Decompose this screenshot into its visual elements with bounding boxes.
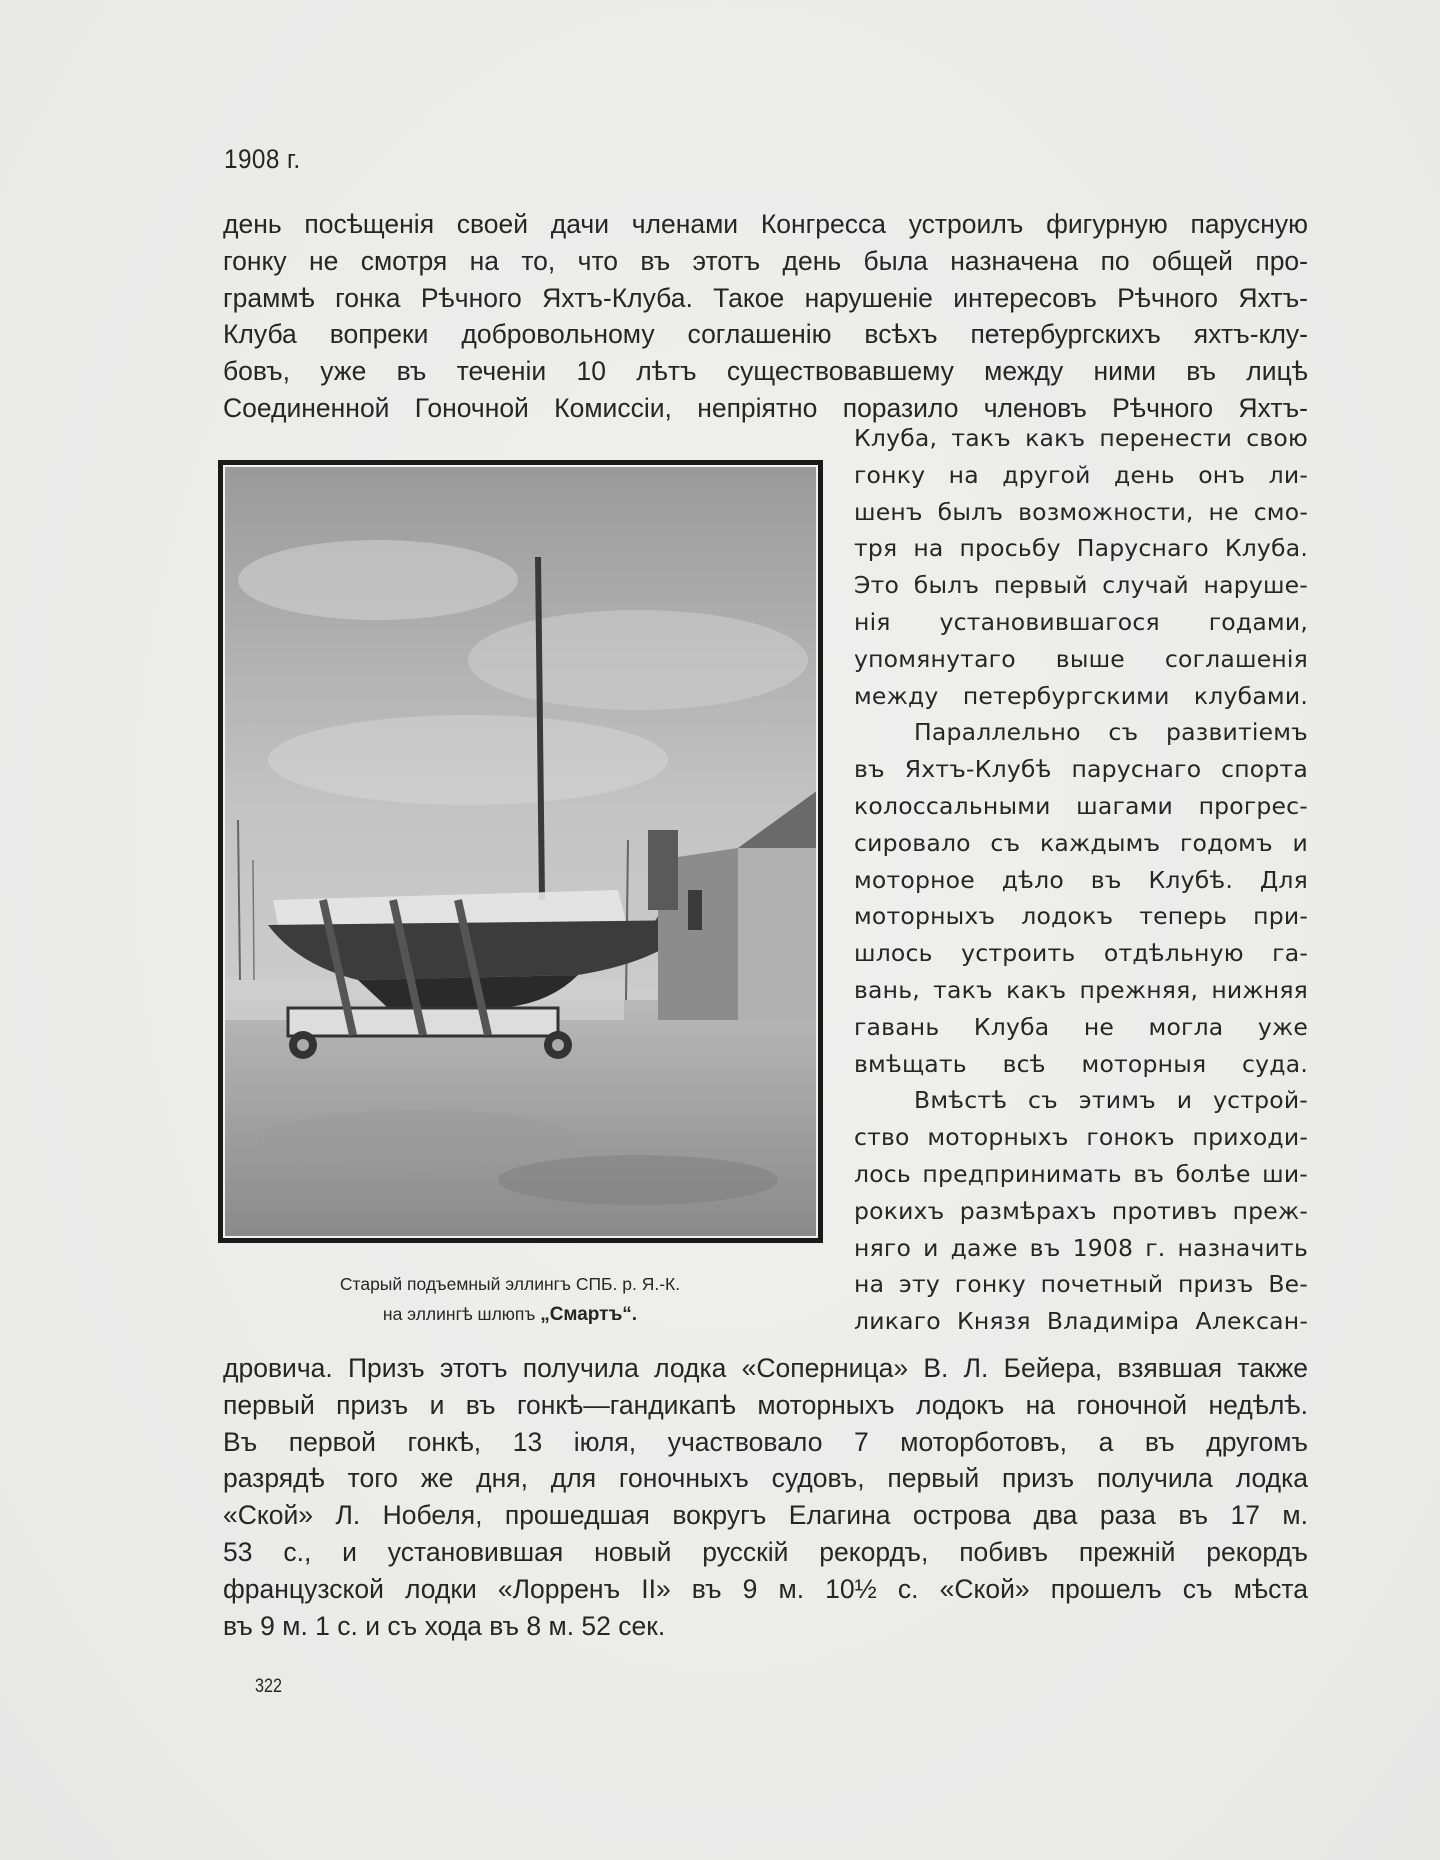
- running-head-year: 1908 г.: [224, 144, 301, 174]
- text-line: гавань Клуба не могла уже: [854, 1012, 1308, 1041]
- text-line: въ 9 м. 1 с. и съ хода въ 8 м. 52 сек.: [223, 1610, 666, 1641]
- text-line: Соединенной Гоночной Комиссіи, непріятно поразило членовъ Рѣчного Яхтъ-: [223, 393, 1308, 423]
- photo-image: [218, 460, 823, 1243]
- caption-text: на эллингѣ шлюпъ: [382, 1304, 541, 1324]
- text-line: 53 с., и установившая новый русскій рекордъ, побивъ прежній рекордъ: [223, 1537, 1308, 1567]
- text-line: сировало съ каждымъ годомъ и: [854, 828, 1308, 857]
- text-line: рокихъ размѣрахъ противъ преж-: [854, 1196, 1308, 1225]
- text-line: гонку на другой день онъ ли-: [854, 460, 1308, 489]
- text-line: Въ первой гонкѣ, 13 іюля, участвовало 7 моторботовъ, а въ другомъ: [223, 1426, 1308, 1457]
- text-line: Клуба вопреки добровольному соглашенію всѣхъ петербургскихъ яхтъ-клу-: [223, 319, 1308, 350]
- text-line: Вмѣстѣ съ этимъ и устрой-: [914, 1086, 1308, 1115]
- text-line: день посѣщенія своей дачи членами Конгресса устроилъ фигурную парусную: [223, 209, 1308, 239]
- text-line: «Ской» Л. Нобеля, прошедшая вокругъ Елагина острова два раза въ 17 м.: [223, 1500, 1308, 1531]
- text-line: гонку не смотря на то, что въ этотъ день была назначена по общей про-: [223, 245, 1308, 276]
- text-line: на эту гонку почетный призъ Ве-: [854, 1270, 1308, 1299]
- text-line: въ Яхтъ-Клубѣ паруснаго спорта: [854, 755, 1308, 784]
- text-line: вмѣщать всѣ моторныя суда.: [854, 1049, 1308, 1078]
- text-line: нія установившагося годами,: [854, 608, 1308, 636]
- text-line: шлось устроить отдѣльную га-: [854, 939, 1308, 968]
- caption-boat-name: „Смартъ“.: [540, 1304, 638, 1325]
- text-line: няго и даже въ 1908 г. назначить: [854, 1233, 1308, 1262]
- text-line: упомянутаго выше соглашенія: [854, 644, 1308, 673]
- text-line: ликаго Князя Владиміра Алексан-: [854, 1307, 1308, 1336]
- page-number: 322: [255, 1676, 282, 1697]
- text-line: Клуба, такъ какъ перенести свою: [854, 424, 1308, 452]
- text-line: вань, такъ какъ прежняя, нижняя: [854, 976, 1308, 1004]
- figure-caption-line-1: Старый подъемный эллингъ СПБ. р. Я.-К.: [339, 1274, 681, 1294]
- text-line: колоссальными шагами прогрес-: [854, 792, 1308, 820]
- text-line: лось предпринимать въ болѣе ши-: [854, 1160, 1308, 1188]
- text-line: шенъ былъ возможности, не смо-: [854, 497, 1308, 526]
- text-line: моторное дѣло въ Клубѣ. Для: [854, 865, 1308, 894]
- figure-caption-line-2: [240, 1304, 780, 1326]
- text-line: Параллельно съ развитіемъ: [914, 718, 1308, 747]
- text-line: разрядѣ того же дня, для гоночныхъ судовъ, первый призъ получила лодка: [223, 1463, 1308, 1494]
- text-line: первый призъ и въ гонкѣ—гандикапѣ моторныхъ лодокъ на гоночной недѣлѣ.: [223, 1389, 1308, 1420]
- text-line: между петербургскими клубами.: [854, 681, 1308, 710]
- text-line: ство моторныхъ гонокъ приходи-: [854, 1123, 1308, 1152]
- photograph-boat-slipway: [218, 460, 823, 1243]
- text-line: Это былъ первый случай наруше-: [854, 571, 1308, 600]
- text-line: дровича. Призъ этотъ получила лодка «Соперница» В. Л. Бейера, взявшая также: [223, 1353, 1308, 1383]
- text-line: тря на просьбу Паруснаго Клуба.: [854, 534, 1308, 563]
- text-line: французской лодки «Лорренъ II» въ 9 м. 10½ с. «Ской» прошелъ съ мѣста: [223, 1573, 1308, 1604]
- text-line: моторныхъ лодокъ теперь при-: [854, 902, 1308, 931]
- text-line: бовъ, уже въ теченіи 10 лѣтъ существовавшему между ними въ лицѣ: [223, 356, 1308, 387]
- text-line: граммѣ гонка Рѣчного Яхтъ-Клуба. Такое нарушеніе интересовъ Рѣчного Яхтъ-: [223, 282, 1308, 313]
